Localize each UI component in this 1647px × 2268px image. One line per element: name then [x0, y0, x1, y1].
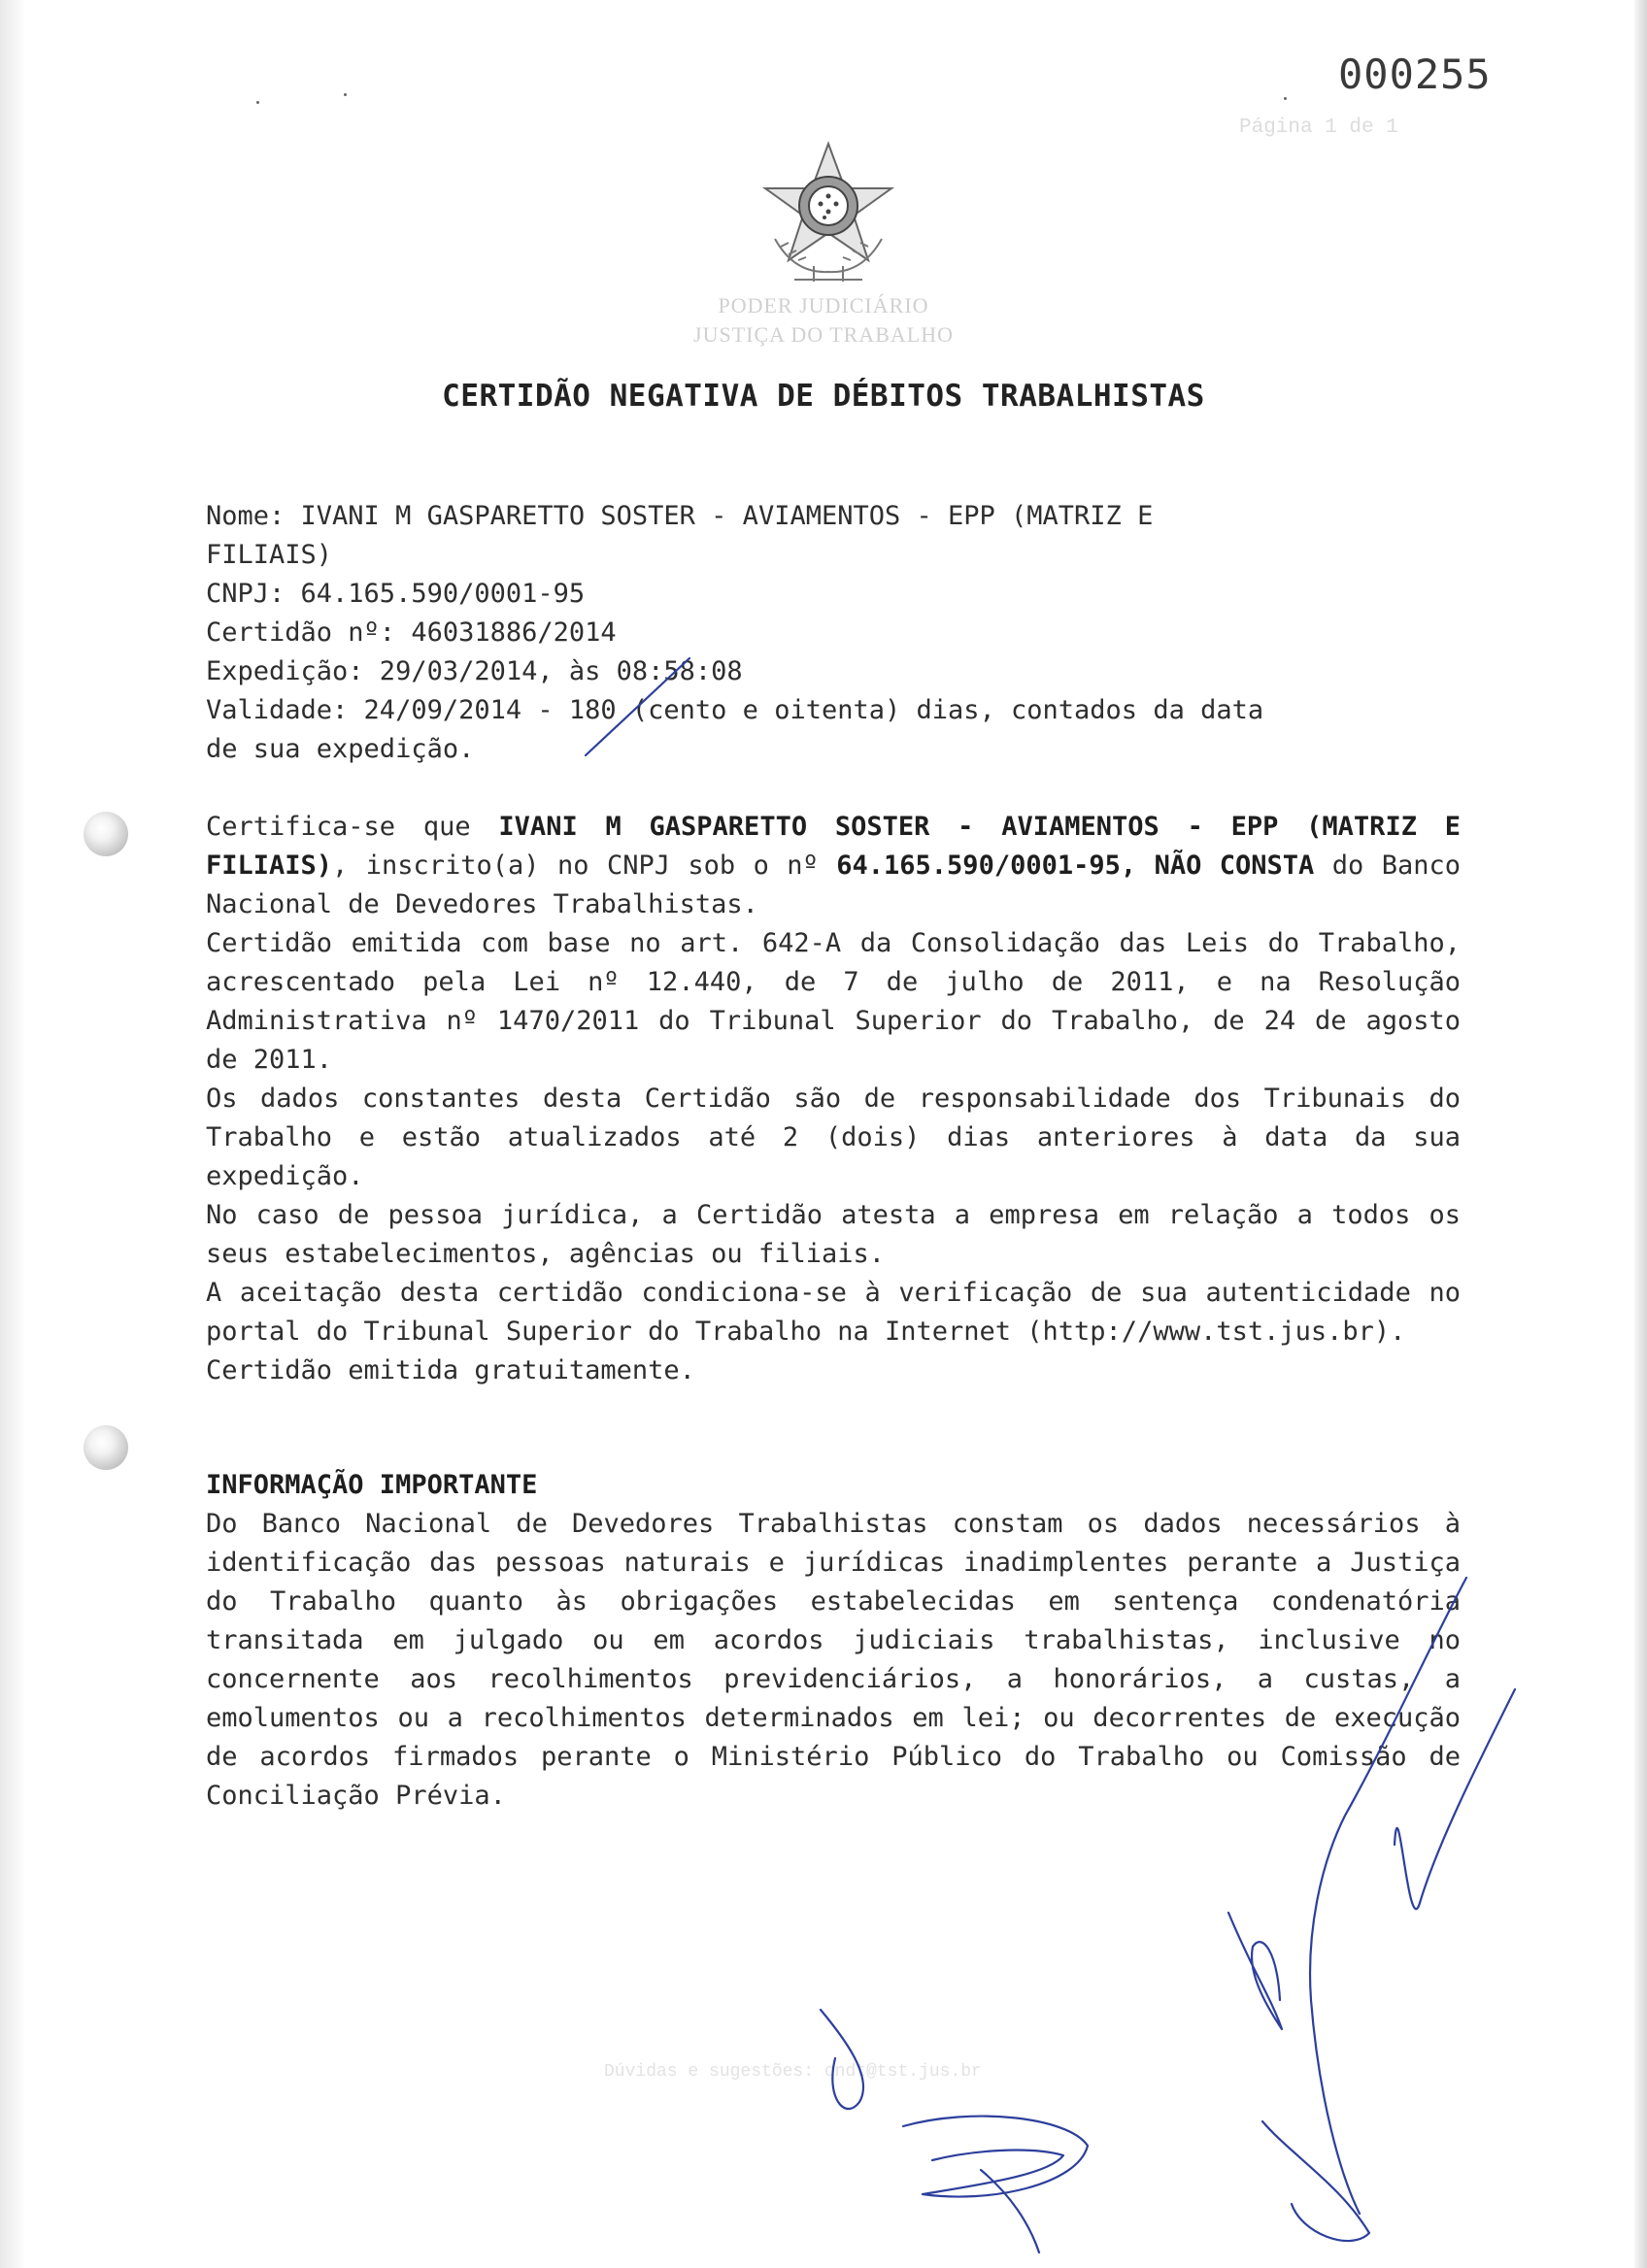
certification-body: [206, 808, 1461, 1390]
certification-intro: Certifica-se que: [206, 812, 471, 842]
document-title: CERTIDÃO NEGATIVA DE DÉBITOS TRABALHISTAS: [442, 379, 1205, 414]
initial-stroke: [903, 2117, 1088, 2197]
name-field-line-1: Nome: IVANI M GASPARETTO SOSTER - AVIAMENTOS - EPP (MATRIZ E: [206, 501, 1154, 531]
issue-date-field: Expedição: 29/03/2014, às 08:58:08: [206, 656, 743, 686]
brazil-coat-of-arms-icon: [756, 138, 901, 284]
validity-field-line-2: de sua expedição.: [206, 734, 475, 764]
page-indicator: Página 1 de 1: [1239, 117, 1398, 139]
court-name-line-2: JUSTIÇA DO TRABALHO: [693, 322, 954, 347]
company-cnpj: 64.165.590/0001-95: [836, 850, 1121, 881]
scan-speck: [256, 101, 259, 104]
court-name-line-1: PODER JUDICIÁRIO: [718, 293, 929, 317]
legal-entity-paragraph: No caso de pessoa jurídica, a Certidão atesta a empresa em relação a todos os seus estabelecimentos, agências ou filiais.: [206, 1200, 1461, 1269]
data-responsibility-paragraph: Os dados constantes desta Certidão são de responsabilidade dos Tribunais do Trabalho e estão atualizados até 2 (dois) dias anteriores à data da sua expedição.: [206, 1084, 1461, 1191]
certification-statement: [206, 808, 1461, 924]
binder-hole: [84, 1425, 128, 1470]
legal-basis-paragraph: Certidão emitida com base no art. 642-A da Consolidação das Leis do Trabalho, acrescentado pela Lei nº 12.440, de 7 de julho de 2011, e na Resolução Administrativa nº 1470/2011 do Tribunal Superior do Trabalho, de 24 de agosto de 2011.: [206, 928, 1461, 1075]
initial-stroke: [981, 2170, 1039, 2252]
cnpj-field: CNPJ: 64.165.590/0001-95: [206, 579, 586, 609]
binder-hole: [84, 812, 128, 856]
debt-status: , NÃO CONSTA: [1120, 850, 1315, 881]
name-field-line-2: FILIAIS): [206, 540, 333, 570]
important-information-body: Do Banco Nacional de Devedores Trabalhistas constam os dados necessários à identificação das pessoas naturais e jurídicas inadimplentes perante a Justiça do Trabalho quanto às obrigações estabelecidas em sentença condenatória transitada em julgado ou em acordos judiciais trabalhistas, inclusive no concernente aos recolhimentos previdenciários, a honorários, a custas, a emolumentos ou a recolhimentos determinados em lei; ou decorrentes de execução de acordos firmados perante o Ministério Público do Trabalho ou Comissão de Conciliação Prévia.: [206, 1509, 1461, 1811]
certificate-number-field: Certidão nº: 46031886/2014: [206, 617, 617, 648]
important-information-section: [206, 1466, 1461, 1816]
certification-tail: do Banco Nacional de Devedores Trabalhistas.: [206, 850, 1461, 919]
free-issue-paragraph: Certidão emitida gratuitamente.: [206, 1355, 695, 1385]
scan-speck: [344, 93, 347, 96]
certification-cnpj-label: , inscrito(a) no CNPJ sob o nº: [332, 850, 819, 881]
important-information-heading: INFORMAÇÃO IMPORTANTE: [206, 1470, 538, 1500]
acceptance-paragraph: A aceitação desta certidão condiciona-se à verificação de sua autenticidade no portal do Tribunal Superior do Trabalho na Internet (http://www.tst.jus.br).: [206, 1278, 1461, 1347]
signature-loop: [1228, 1913, 1282, 2029]
scan-speck: [1284, 97, 1287, 100]
validity-field-line-1: Validade: 24/09/2014 - 180 (cento e oitenta) dias, contados da data: [206, 695, 1264, 725]
signature-loop: [1262, 2121, 1369, 2241]
footer-contact: Dúvidas e sugestões: cndt@tst.jus.br: [604, 2062, 982, 2082]
company-name: IVANI M GASPARETTO SOSTER - AVIAMENTOS - EPP (MATRIZ E FILIAIS): [206, 812, 1461, 881]
identification-fields: [206, 497, 1461, 769]
archive-stamp-number: 000255: [1338, 50, 1492, 98]
initial-stroke: [821, 2010, 863, 2109]
